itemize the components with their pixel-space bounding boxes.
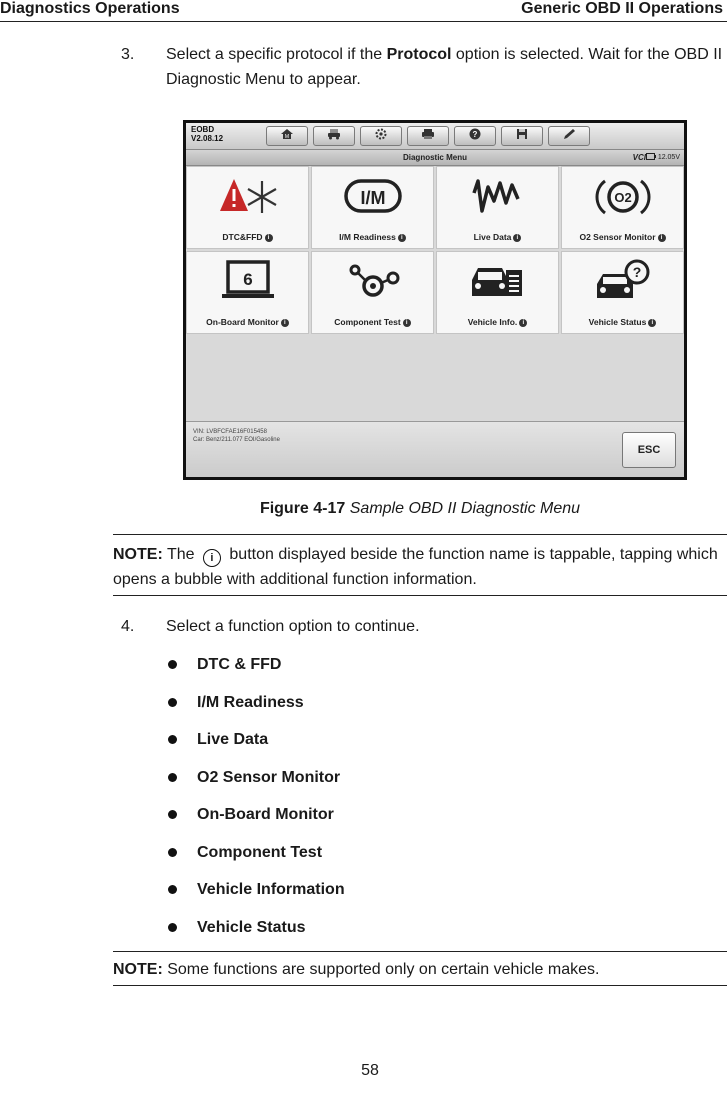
save-icon[interactable] [501,126,543,146]
vehicle-info-bar [186,421,684,477]
tile-label: Vehicle Info. [467,317,518,327]
tile-label: Vehicle Status [588,317,647,327]
step-4-text: Select a function option to continue. [166,618,420,635]
help-icon[interactable] [454,126,496,146]
bullet-icon [168,848,177,857]
tile-label: On-Board Monitor [206,317,279,327]
header-right-title: Generic OBD II Operations [521,0,723,17]
esc-button[interactable]: ESC [622,432,676,468]
header-left-title: Diagnostics Operations [0,0,180,17]
page-number: 58 [361,1062,379,1079]
tile-dtc-ffd[interactable] [186,166,309,249]
svg-text:I/M: I/M [360,188,386,208]
menu-title: Diagnostic Menu [402,153,467,162]
note-label: NOTE: [113,546,163,563]
info-icon[interactable]: i [513,234,521,242]
home-icon[interactable] [266,126,308,146]
note-label: NOTE: [113,961,163,978]
info-icon[interactable]: i [281,319,289,327]
bullet-icon [168,810,177,819]
svg-text:O2: O2 [614,190,632,205]
battery-icon [646,153,656,160]
tile-im-readiness[interactable] [311,166,434,249]
diagnostic-menu-screenshot [183,120,687,480]
o2-sensor-icon [593,173,653,221]
bullet-icon [168,923,177,932]
svg-text:?: ? [472,130,478,139]
im-readiness-icon [343,173,403,221]
tile-o2-sensor-monitor[interactable] [561,166,684,249]
info-icon[interactable]: i [519,319,527,327]
note-info-button: NOTE: The i button displayed beside the function name is tappable, tapping which opens a bubble with additional function information. [113,534,727,596]
figure-label: Figure 4-17 [259,500,346,517]
app-title: EOBD V2.08.12 [191,125,224,143]
step-4-number: 4. [121,618,135,635]
svg-text:?: ? [632,264,642,280]
tile-on-board-monitor[interactable] [186,251,309,334]
bullet-icon [168,773,177,782]
tile-live-data[interactable] [436,166,559,249]
app-toolbar [186,123,684,150]
svg-text:M: M [284,134,290,140]
tile-label: I/M Readiness [339,232,396,242]
page-header [0,0,727,22]
tile-vehicle-info[interactable] [436,251,559,334]
svg-text:6: 6 [243,270,253,289]
vci-indicator: VCI [632,153,646,162]
step-3-number: 3. [121,46,135,63]
info-icon: i [203,549,221,567]
protocol-term: Protocol [386,46,452,63]
tile-label: Live Data [473,232,512,242]
info-icon[interactable]: i [265,234,273,242]
note-supported-functions: NOTE: Some functions are supported only on certain vehicle makes. [113,951,727,986]
figure-caption-text: Sample OBD II Diagnostic Menu [345,500,581,517]
tile-label: DTC&FFD [222,232,263,242]
warning-snowflake-icon [218,173,278,221]
print-icon[interactable] [407,126,449,146]
info-icon[interactable]: i [658,234,666,242]
pen-icon[interactable] [548,126,590,146]
battery-voltage: 12.05V [646,150,680,165]
tile-label: O2 Sensor Monitor [579,232,656,242]
tile-component-test[interactable] [311,251,434,334]
menu-titlebar [186,150,684,166]
bullet-icon [168,660,177,669]
bullet-icon [168,698,177,707]
tile-label: Component Test [334,317,401,327]
component-test-icon [343,258,403,306]
bullet-icon [168,885,177,894]
live-data-icon [468,173,528,221]
monitor-icon [218,258,278,306]
vin-text: VIN: LVBFCFAE16F015458 Car: Benz/211.077 EOI/Gasoline [193,429,280,443]
vehicle-info-icon [468,258,528,306]
figure-caption [0,500,727,518]
settings-icon[interactable] [360,126,402,146]
info-icon[interactable]: i [648,319,656,327]
bullet-icon [168,735,177,744]
info-icon[interactable]: i [403,319,411,327]
vehicle-swap-icon[interactable] [313,126,355,146]
vehicle-status-icon [593,258,653,306]
tile-vehicle-status[interactable] [561,251,684,334]
info-icon[interactable]: i [398,234,406,242]
step-3-text: Select a specific protocol if the Protocol option is selected. Wait for the OBD II Diagnostic Menu to appear. [166,46,723,88]
